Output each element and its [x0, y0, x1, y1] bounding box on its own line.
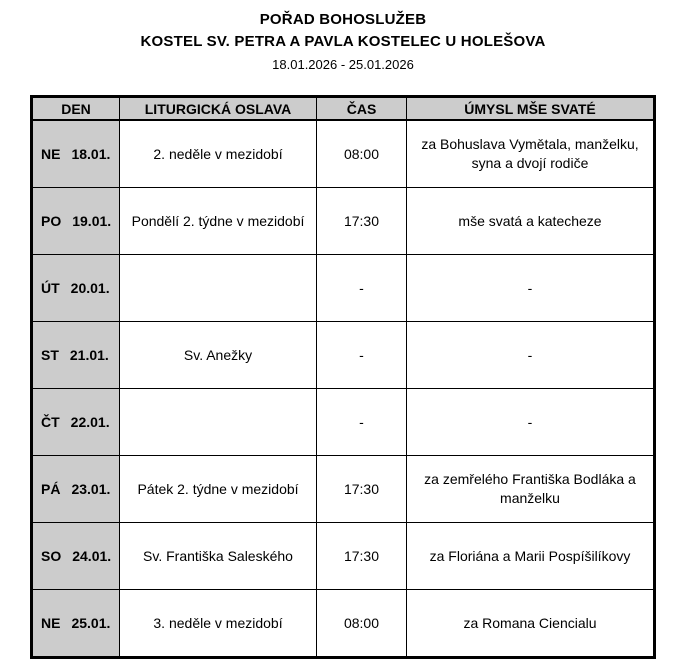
table-row	[32, 255, 655, 322]
time-cell: 08:00	[317, 590, 407, 658]
schedule-table	[30, 95, 656, 659]
time-cell: 08:00	[317, 120, 407, 188]
table-row	[32, 456, 655, 523]
celebration-cell	[120, 389, 317, 456]
day-date: 18.01.	[71, 146, 111, 162]
intention-cell: -	[407, 322, 655, 389]
document-header	[0, 0, 686, 72]
column-header-liturgicka-oslava: LITURGICKÁ OSLAVA	[120, 97, 317, 121]
time-cell: 17:30	[317, 456, 407, 523]
time-cell: -	[317, 255, 407, 322]
table-row	[32, 523, 655, 590]
celebration-cell: Pátek 2. týdne v mezidobí	[120, 456, 317, 523]
intention-cell: za zemřelého Františka Bodláka a manželku	[407, 456, 655, 523]
celebration-cell: Sv. Anežky	[120, 322, 317, 389]
day-cell	[32, 523, 120, 590]
intention-cell: mše svatá a katecheze	[407, 188, 655, 255]
day-date: 19.01.	[72, 213, 112, 229]
day-abbr: PÁ	[41, 481, 61, 497]
column-header-den: DEN	[32, 97, 120, 121]
day-abbr: ST	[41, 347, 59, 363]
page-title: POŘAD BOHOSLUŽEB	[259, 11, 427, 28]
time-cell: 17:30	[317, 188, 407, 255]
day-abbr: PO	[41, 213, 62, 229]
day-abbr: ČT	[41, 414, 60, 430]
page-subtitle: KOSTEL SV. PETRA A PAVLA KOSTELEC U HOLEŠOVA	[140, 33, 546, 50]
day-date: 24.01.	[72, 548, 112, 564]
table-row	[32, 120, 655, 188]
day-date: 21.01.	[69, 347, 109, 363]
celebration-cell: Sv. Františka Saleského	[120, 523, 317, 590]
intention-cell: za Bohuslava Vymětala, manželku, syna a dvojí rodiče	[407, 120, 655, 188]
intention-cell: -	[407, 389, 655, 456]
intention-cell: za Romana Ciencialu	[407, 590, 655, 658]
table-row	[32, 322, 655, 389]
day-cell	[32, 188, 120, 255]
day-date: 25.01.	[71, 615, 111, 631]
time-cell: 17:30	[317, 523, 407, 590]
intention-cell: za Floriána a Marii Pospíšilíkovy	[407, 523, 655, 590]
day-date: 22.01.	[70, 414, 110, 430]
table-header-row	[32, 97, 655, 121]
day-date: 23.01.	[71, 481, 111, 497]
day-cell	[32, 590, 120, 658]
date-range: 18.01.2026 - 25.01.2026	[272, 57, 414, 72]
time-cell: -	[317, 322, 407, 389]
day-abbr: ÚT	[41, 280, 60, 296]
celebration-cell: Pondělí 2. týdne v mezidobí	[120, 188, 317, 255]
celebration-cell: 2. neděle v mezidobí	[120, 120, 317, 188]
table-row	[32, 389, 655, 456]
day-abbr: SO	[41, 548, 62, 564]
day-cell	[32, 255, 120, 322]
day-cell	[32, 120, 120, 188]
celebration-cell: 3. neděle v mezidobí	[120, 590, 317, 658]
table-row	[32, 590, 655, 658]
time-cell: -	[317, 389, 407, 456]
day-cell	[32, 456, 120, 523]
day-cell	[32, 389, 120, 456]
day-cell	[32, 322, 120, 389]
column-header-umysl: ÚMYSL MŠE SVATÉ	[407, 97, 655, 121]
day-abbr: NE	[41, 146, 61, 162]
table-row	[32, 188, 655, 255]
celebration-cell	[120, 255, 317, 322]
column-header-cas: ČAS	[317, 97, 407, 121]
day-abbr: NE	[41, 615, 61, 631]
intention-cell: -	[407, 255, 655, 322]
day-date: 20.01.	[70, 280, 110, 296]
